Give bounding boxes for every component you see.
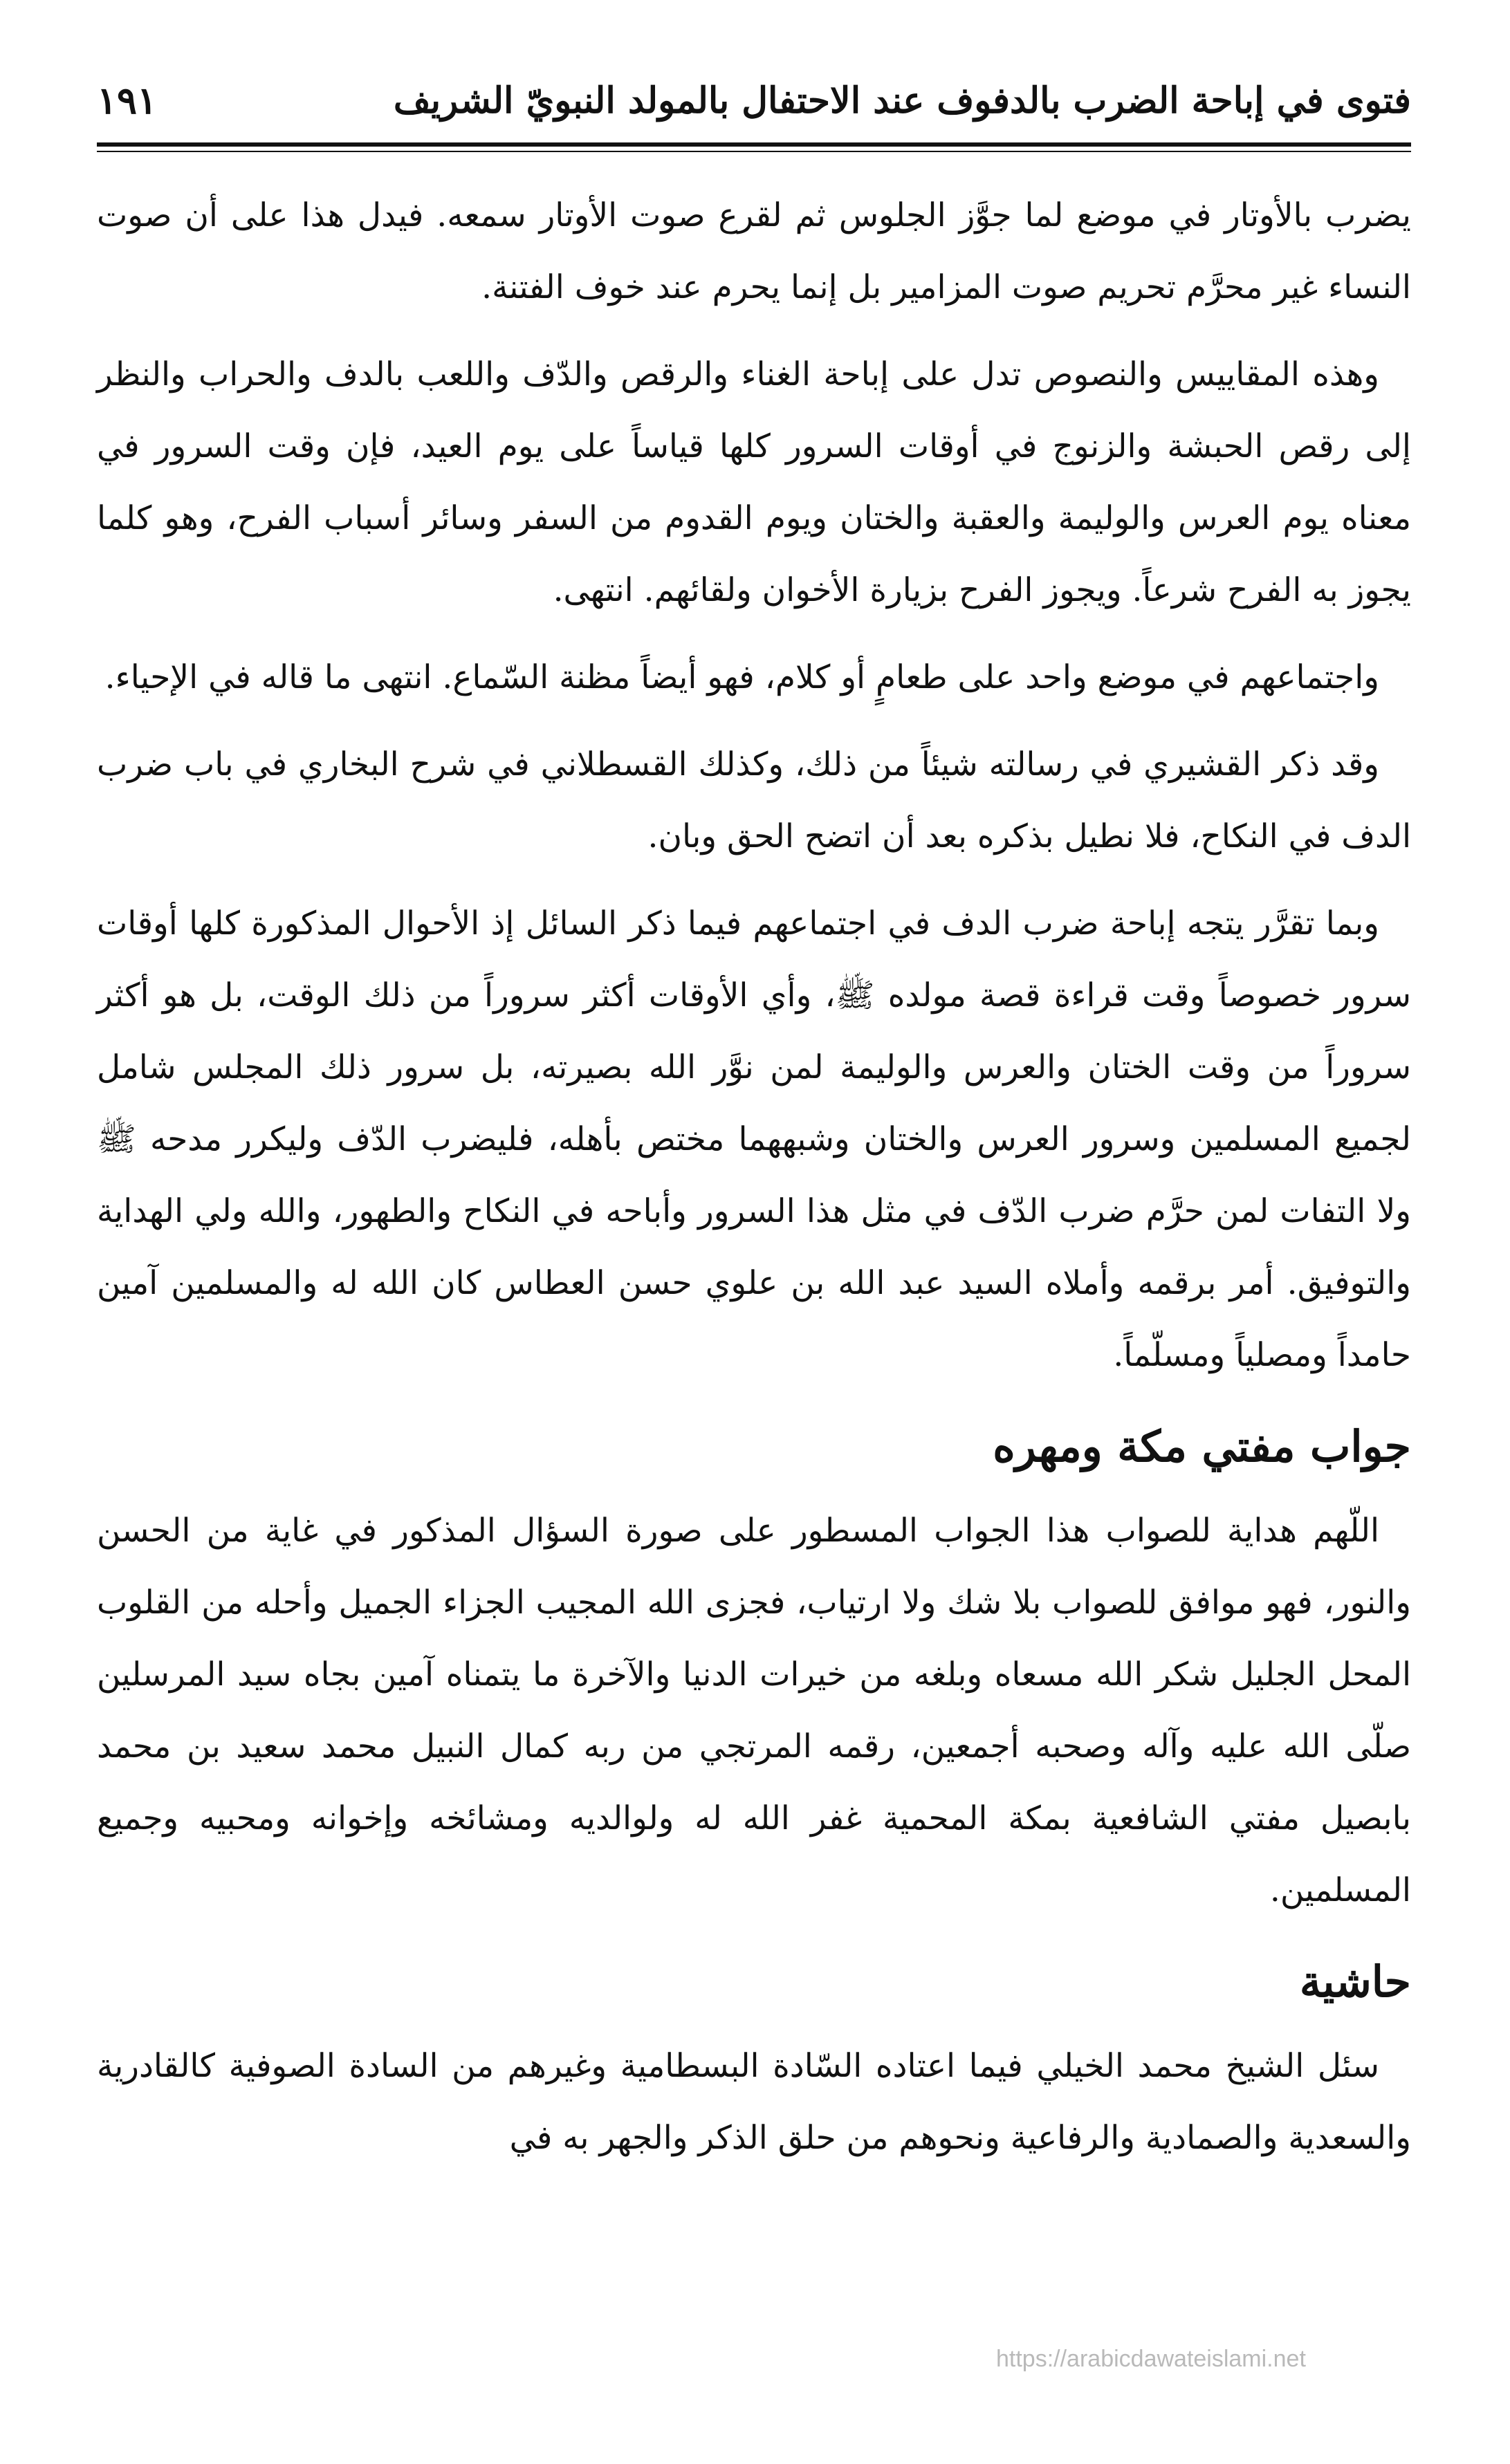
running-title: فتوى في إباحة الضرب بالدفوف عند الاحتفال بالمولد النبويّ الشريف [393,79,1411,122]
header-rule-thick [97,142,1411,147]
page-header [97,62,1411,138]
paragraph: يضرب بالأوتار في موضع لما جوَّز الجلوس ثم لقرع صوت الأوتار سمعه. فيدل هذا على أن صوت النساء غير محرَّم تحريم صوت المزامير بل إنما يحرم عند خوف الفتنة. [97,196,1411,306]
document-page [97,62,1411,2434]
paragraph: وقد ذكر القشيري في رسالته شيئاً من ذلك، وكذلك القسطلاني في شرح البخاري في باب ضرب الدف في النكاح، فلا نطيل بذكره بعد أن اتضح الحق وبان. [97,745,1411,855]
page-body [97,180,1411,2174]
paragraph: سئل الشيخ محمد الخيلي فيما اعتاده السّادة البسطامية وغيرهم من السادة الصوفية كالقادرية والسعدية والصمادية والرفاعية ونحوهم من حلق الذكر والجهر به في [97,2047,1411,2157]
paragraph: وهذه المقاييس والنصوص تدل على إباحة الغناء والرقص والدّف واللعب بالدف والحراب والنظر إلى رقص الحبشة والزنوج في أوقات السرور كلها قياساً على يوم العيد، فإن وقت السرور في معناه يوم العرس والوليمة والعقبة والختان ويوم القدوم من السفر وسائر أسباب الفرح، وهو كلما يجوز به الفرح شرعاً. ويجوز الفرح بزيارة الأخوان ولقائهم. انتهى. [97,355,1411,609]
section-heading: حاشية [1299,1956,1411,2007]
paragraph: واجتماعهم في موضع واحد على طعامٍ أو كلام، فهو أيضاً مظنة السّماع. انتهى ما قاله في الإحياء. [104,658,1379,696]
paragraph: وبما تقرَّر يتجه إباحة ضرب الدف في اجتماعهم فيما ذكر السائل إذ الأحوال المذكورة كلها أوقات سرور خصوصاً وقت قراءة قصة مولده ﷺ، وأي الأوقات أكثر سروراً من ذلك الوقت، بل هو أكثر سروراً من وقت الختان والعرس والوليمة لمن نوَّر الله بصيرته، بل سرور ذلك المجلس شامل لجميع المسلمين وسرور العرس والختان وشبههما مختص بأهله، فليضرب الدّف وليكرر مدحه ﷺ ولا التفات لمن حرَّم ضرب الدّف في مثل هذا السرور وأباحه في النكاح والطهور، والله ولي الهداية والتوفيق. أمر برقمه وأملاه السيد عبد الله بن علوي حسن العطاس كان الله له والمسلمين آمين حامداً ومصلياً ومسلّماً. [97,905,1411,1374]
watermark-url: https://arabicdawateislami.net [996,2346,1306,2372]
page-number: ١٩١ [97,78,158,122]
section-heading: جواب مفتي مكة ومهره [993,1421,1411,1472]
header-rule-thin [97,151,1411,152]
paragraph: اللّهم هداية للصواب هذا الجواب المسطور على صورة السؤال المذكور في غاية من الحسن والنور، فهو موافق للصواب بلا شك ولا ارتياب، فجزى الله المجيب الجزاء الجميل وأحله من القلوب المحل الجليل شكر الله مسعاه وبلغه من خيرات الدنيا والآخرة ما يتمناه آمين بجاه سيد المرسلين صلّى الله عليه وآله وصحبه أجمعين، رقمه المرتجي من ربه كمال النبيل محمد سعيد بن محمد بابصيل مفتي الشافعية بمكة المحمية غفر الله له ولوالديه ومشائخه وإخوانه ومحبيه وجميع المسلمين. [97,1512,1411,1909]
